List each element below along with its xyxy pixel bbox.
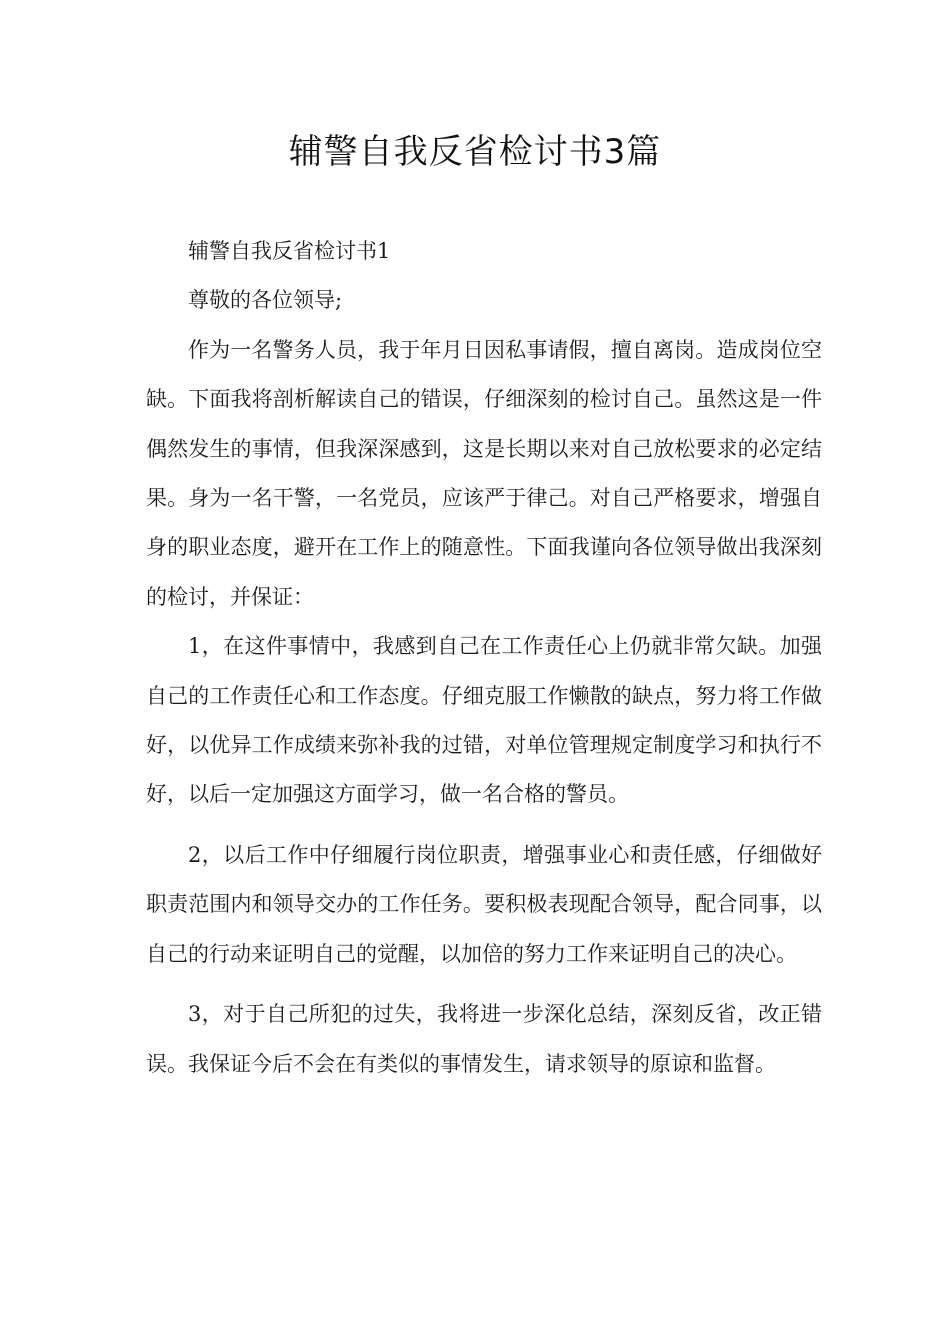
salutation: 尊敬的各位领导; [188, 288, 343, 313]
document-body [146, 227, 822, 1089]
body-paragraph-intro: 作为一名警务人员，我于年月日因私事请假，擅自离岗。造成岗位空缺。下面我将剖析解读自己的错误，仔细深刻的检讨自己。虽然这是一件偶然发生的事情，但我深深感到，这是长期以来对自己放松要求的必定结果。身为一名干警，一名党员，应该严于律己。对自己严格要求，增强自身的职业态度，避开在工作上的随意性。下面我谨向各位领导做出我深刻的检讨，并保证： [146, 337, 822, 609]
section-heading: 辅警自我反省检讨书1 [188, 239, 391, 263]
body-paragraph-point-3: 3，对于自己所犯的过失，我将进一步深化总结，深刻反省，改正错误。我保证今后不会在有类似的事情发生，请求领导的原谅和监督。 [146, 1002, 822, 1076]
document-title: 辅警自我反省检讨书3篇 [288, 132, 662, 172]
body-paragraph-point-1: 1，在这件事情中，我感到自己在工作责任心上仍就非常欠缺。加强自己的工作责任心和工作态度。仔细克服工作懒散的缺点，努力将工作做好，以优异工作成绩来弥补我的过错，对单位管理规定制度学习和执行不好，以后一定加强这方面学习，做一名合格的警员。 [146, 634, 822, 807]
body-paragraph-point-2: 2，以后工作中仔细履行岗位职责，增强事业心和责任感，仔细做好职责范围内和领导交办的工作任务。要积极表现配合领导，配合同事，以自己的行动来证明自己的觉醒，以加倍的努力工作来证明自己的决心。 [146, 842, 822, 966]
